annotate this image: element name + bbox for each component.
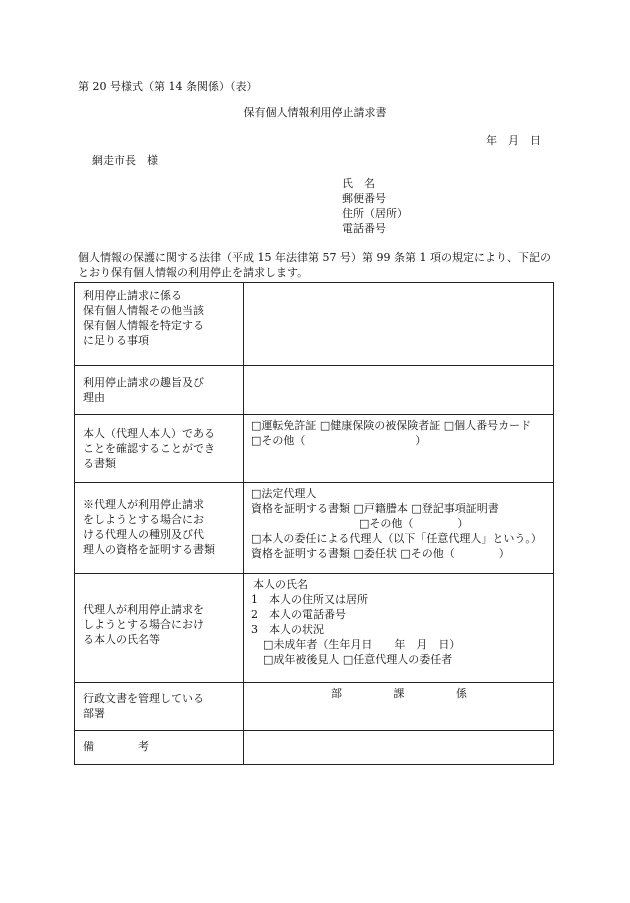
label-line: 理由 — [83, 391, 105, 404]
dept-bu-label: 部 — [331, 687, 342, 700]
legal-agent-checkbox[interactable]: □法定代理人 — [251, 487, 317, 500]
label-line: しようとする場合におけ — [83, 618, 204, 631]
label-line: に足りる事項 — [83, 334, 149, 347]
row-principal-info — [75, 574, 554, 683]
label-line: 部署 — [83, 707, 105, 720]
label-line: ける代理人の種別及び代 — [83, 528, 204, 541]
label-purpose — [75, 366, 244, 415]
label-department — [75, 683, 244, 731]
dept-kakari-label: 係 — [456, 687, 467, 700]
department-field[interactable] — [244, 683, 554, 731]
dept-ka-label: 課 — [393, 687, 405, 700]
purpose-field[interactable] — [244, 366, 554, 415]
principal-info-field[interactable] — [244, 574, 554, 683]
label-line: る書類 — [83, 457, 116, 470]
label-line: 代理人が利用停止請求を — [83, 603, 204, 616]
identity-doc-other[interactable]: □その他（ ） — [251, 434, 427, 447]
label-principal-info — [75, 574, 244, 683]
label-identity-docs — [75, 415, 244, 483]
legal-agent-doc-options[interactable]: 資格を証明する書類 □戸籍謄本 □登記事項証明書 — [251, 502, 499, 515]
label-line: 利用停止請求に係る — [83, 289, 182, 302]
addressee: 網走市長 様 — [92, 154, 158, 167]
label-remarks — [75, 731, 244, 765]
identity-docs-field[interactable] — [244, 415, 554, 483]
row-department — [75, 683, 554, 731]
principal-status-label: 3 本人の状況 — [251, 623, 324, 636]
label-line: 保有個人情報を特定する — [83, 319, 204, 332]
voluntary-agent-doc-options[interactable]: 資格を証明する書類 □委任状 □その他（ ） — [251, 547, 510, 560]
applicant-postal-label: 郵便番号 — [342, 192, 386, 205]
intro-text: 個人情報の保護に関する法律（平成 15 年法律第 57 号）第 99 条第 1 項の規定により、下記のとおり保有個人情報の利用停止を請求します。 — [78, 251, 551, 279]
label-line: 利用停止請求の趣旨及び — [83, 376, 204, 389]
label-line: 理人の資格を証明する書類 — [83, 543, 215, 556]
minor-checkbox[interactable]: □未成年者（生年月日 年 月 日） — [263, 638, 461, 651]
label-line: 保有個人情報その他当該 — [83, 304, 204, 317]
label-line: 備 考 — [83, 740, 149, 753]
label-line: ※代理人が利用停止請求 — [83, 498, 204, 511]
remarks-field[interactable] — [244, 731, 554, 765]
date-line: 年 月 日 — [486, 134, 541, 147]
label-agent-docs — [75, 483, 244, 574]
principal-address-label: 1 本人の住所又は居所 — [251, 593, 368, 606]
identity-doc-options[interactable]: □運転免許証 □健康保険の被保険者証 □個人番号カード — [251, 419, 532, 432]
row-target-info — [75, 283, 554, 366]
document-title: 保有個人情報利用停止請求書 — [243, 106, 387, 119]
guardian-checkbox[interactable]: □成年被後見人 □任意代理人の委任者 — [263, 653, 453, 666]
label-target-info — [75, 283, 244, 366]
target-info-field[interactable] — [244, 283, 554, 366]
row-purpose — [75, 366, 554, 415]
label-line: をしようとする場合にお — [83, 513, 204, 526]
principal-phone-label: 2 本人の電話番号 — [251, 608, 346, 621]
label-line: る本人の氏名等 — [83, 633, 160, 646]
applicant-name-label: 氏 名 — [342, 177, 375, 190]
applicant-phone-label: 電話番号 — [342, 222, 386, 235]
agent-docs-field[interactable] — [244, 483, 554, 574]
legal-agent-doc-other[interactable]: □その他（ ） — [359, 517, 469, 530]
principal-name-label: 本人の氏名 — [253, 578, 308, 591]
row-remarks — [75, 731, 554, 765]
label-line: 本人（代理人本人）である — [83, 427, 215, 440]
request-form-table — [74, 282, 554, 765]
voluntary-agent-checkbox[interactable]: □本人の委任による代理人（以下「任意代理人」という。） — [251, 532, 542, 545]
applicant-address-label: 住所（居所） — [342, 207, 408, 220]
label-line: ことを確認することができ — [83, 442, 215, 455]
label-line: 行政文書を管理している — [83, 692, 204, 705]
row-agent-docs — [75, 483, 554, 574]
form-number: 第 20 号様式（第 14 条関係）（表） — [78, 80, 258, 93]
row-identity-docs — [75, 415, 554, 483]
